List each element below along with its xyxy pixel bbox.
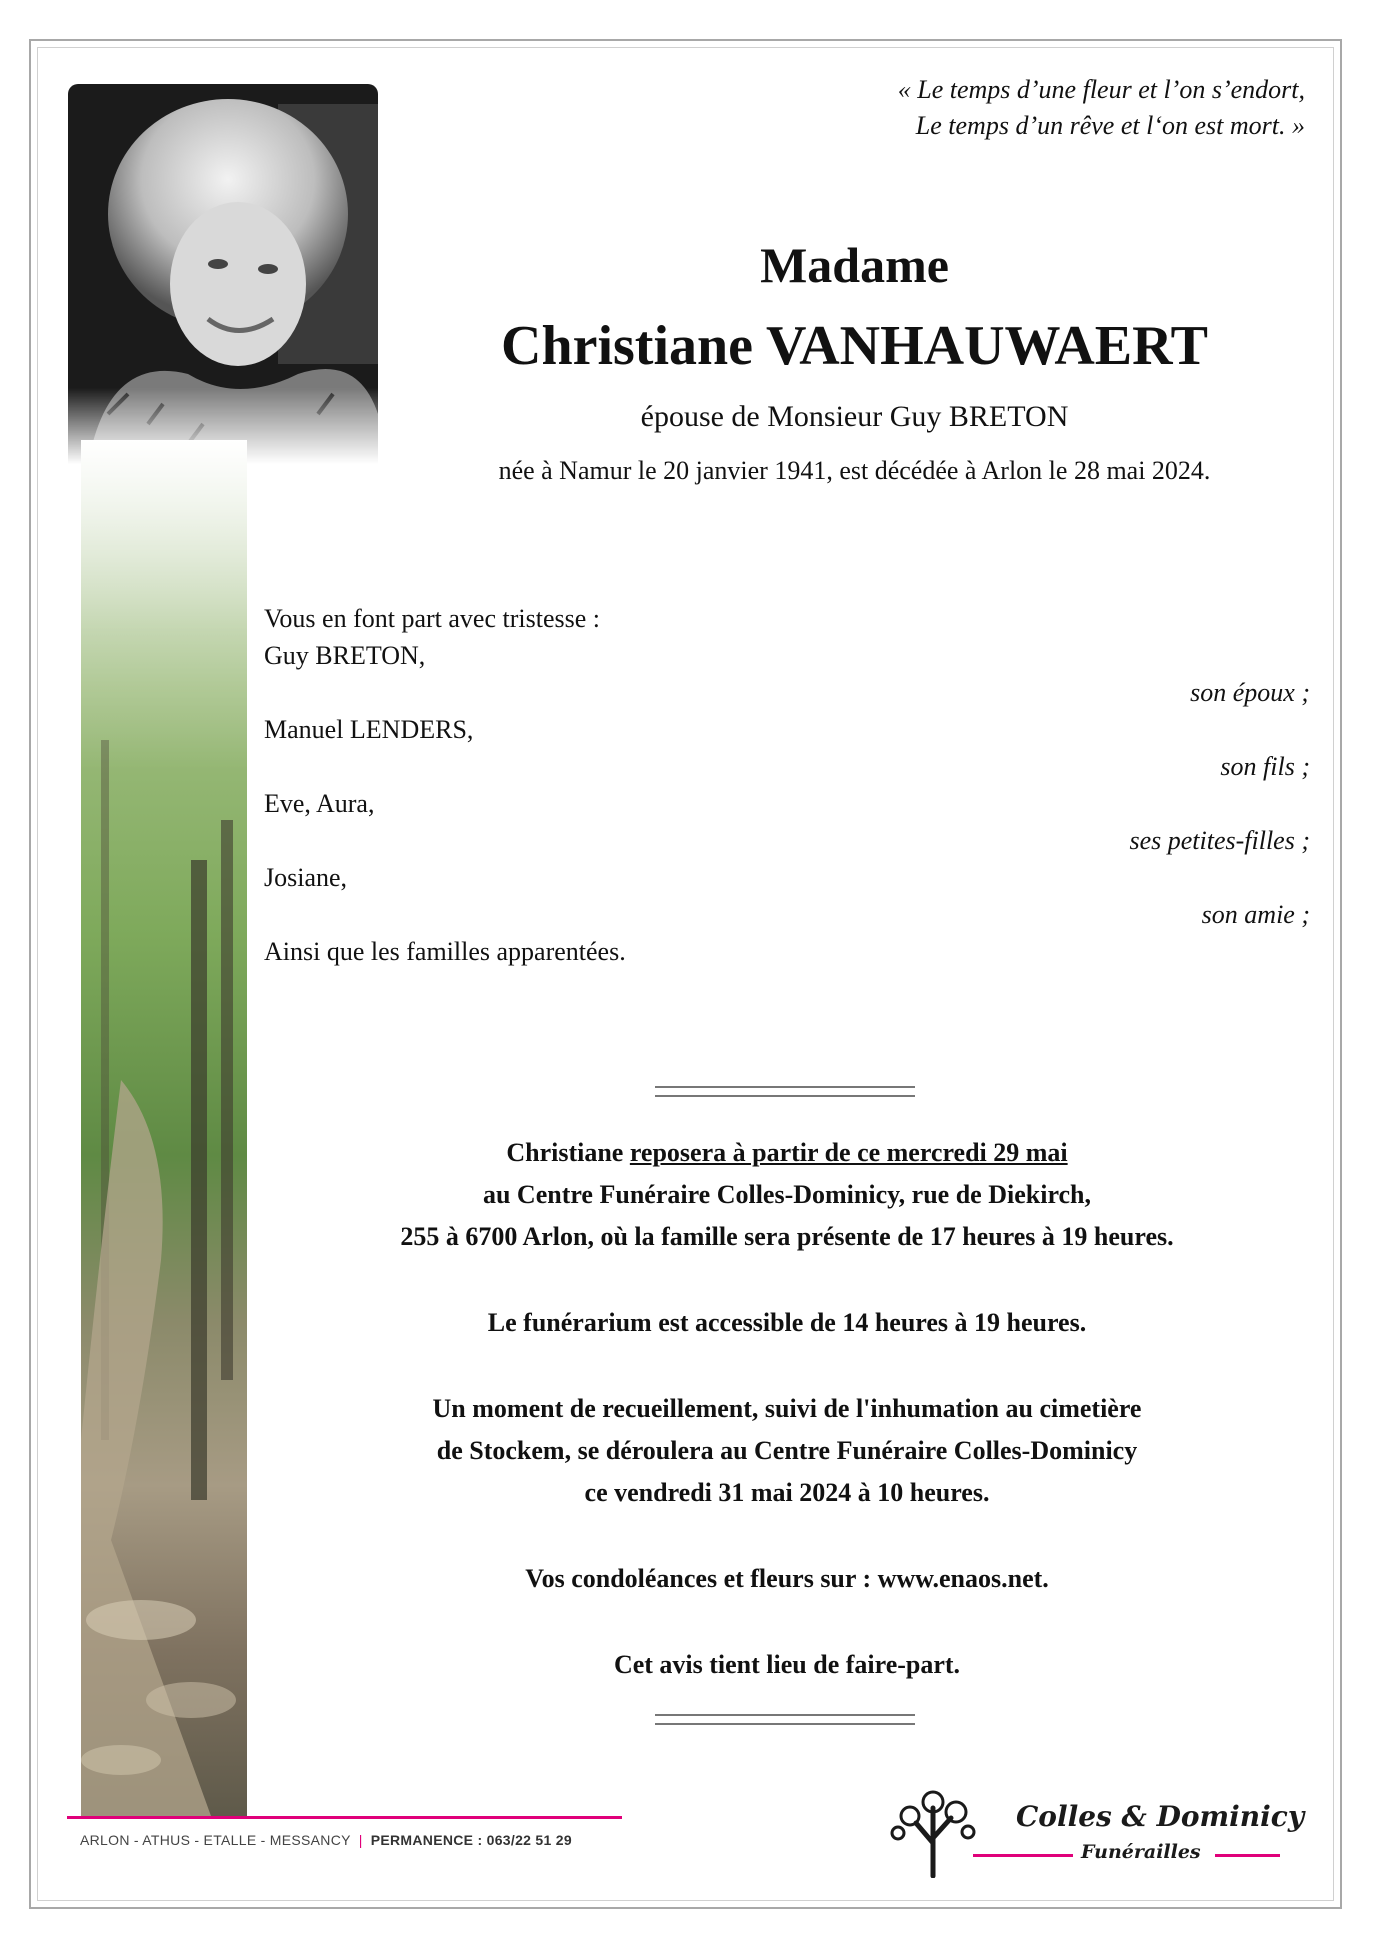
spouse-line: épouse de Monsieur Guy BRETON [640,400,1069,433]
family-closing: Ainsi que les familles apparentées. [264,937,626,966]
visitation-date: reposera à partir de ce mercredi 29 mai [629,1138,1068,1167]
family-member-role: son époux ; [1190,678,1310,707]
family-member-role: son fils ; [1220,752,1310,781]
epigraph-quote [898,72,1305,144]
footer-locations: ARLON - ATHUS - ETALLE - MESSANCY [80,1832,351,1848]
company-logo [888,1788,1305,1882]
family-member-name: Manuel LENDERS, [264,715,474,744]
family-member-name: Eve, Aura, [264,789,375,818]
quote-line-2: Le temps d’un rêve et l‘on est mort. » [915,111,1305,140]
footer-accent-line [67,1816,622,1819]
family-member-role: son amie ; [1201,900,1310,929]
portrait-photo [68,84,378,464]
footer-separator: | [358,1832,363,1848]
tree-icon [888,1788,978,1878]
visitation-name: Christiane [506,1138,624,1167]
notice-line: Cet avis tient lieu de faire-part. [613,1650,961,1679]
visitation-paragraph [264,1132,1310,1258]
logo-subtitle: Funérailles [1081,1841,1201,1863]
ceremony-line-3: ce vendredi 31 mai 2024 à 10 heures. [584,1478,990,1507]
divider-top [655,1086,915,1097]
family-intro: Vous en font part avec tristesse : [264,604,600,633]
deceased-name: Christiane VANHAUWAERT [501,315,1208,377]
forest-path-image [81,440,247,1816]
logo-line-left [973,1854,1073,1857]
quote-line-1: « Le temps d’une fleur et l’on s’endort, [897,75,1305,104]
visitation-line-2: au Centre Funéraire Colles-Dominicy, rue de Diekirch, [482,1180,1092,1209]
ceremony-paragraph [264,1388,1310,1514]
divider-bottom [655,1714,915,1725]
funerarium-hours: Le funérarium est accessible de 14 heures à 19 heures. [487,1308,1087,1337]
visitation-line-3: 255 à 6700 Arlon, où la famille sera présente de 17 heures à 19 heures. [400,1222,1174,1251]
family-member-name: Guy BRETON, [264,641,426,670]
condolences-line: Vos condoléances et fleurs sur : www.enaos.net. [525,1564,1049,1593]
family-member-role: ses petites-filles ; [1129,826,1310,855]
logo-name: Colles & Dominicy [1016,1800,1305,1833]
honorific-title: Madame [760,237,949,293]
family-list [264,600,1310,970]
ceremony-line-1: Un moment de recueillement, suivi de l'inhumation au cimetière [432,1394,1142,1423]
footer-contact [80,1832,572,1848]
footer-permanence: PERMANENCE : 063/22 51 29 [370,1832,572,1848]
logo-line-right [1215,1854,1280,1857]
ceremony-line-2: de Stockem, se déroulera au Centre Funéraire Colles-Dominicy [436,1436,1138,1465]
family-member-name: Josiane, [264,863,348,892]
birth-death-line: née à Namur le 20 janvier 1941, est décédée à Arlon le 28 mai 2024. [498,456,1211,485]
